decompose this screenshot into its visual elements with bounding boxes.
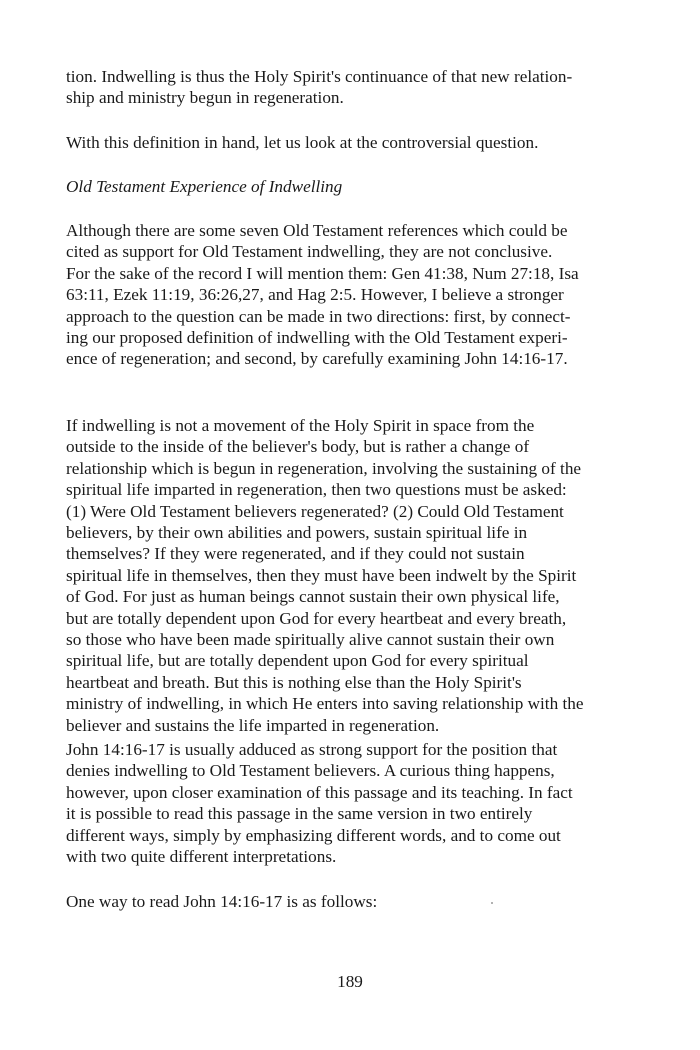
- text-line: of God. For just as human beings cannot sustain their own physical life,: [66, 587, 560, 607]
- paragraph-indwelling-argument: [66, 415, 626, 736]
- paragraph-old-testament-references: [66, 220, 626, 370]
- text-line: tion. Indwelling is thus the Holy Spirit's continuance of that new relation-: [66, 67, 573, 86]
- text-line: For the sake of the record I will mention them: Gen 41:38, Num 27:18, Isa: [66, 263, 579, 283]
- text-line: outside to the inside of the believer's body, but is rather a change of: [66, 437, 530, 457]
- text-line: different ways, simply by emphasizing different words, and to come out: [66, 825, 561, 845]
- text-line: spiritual life in themselves, then they must have been indwelt by the Spirit: [66, 565, 577, 585]
- paragraph-john-14: [66, 739, 626, 867]
- text-line: believers, by their own abilities and powers, sustain spiritual life in: [66, 523, 528, 543]
- text-line: John 14:16-17 is usually adduced as strong support for the position that: [66, 740, 558, 759]
- page-number: 189: [337, 972, 363, 991]
- paragraph-transition: [66, 132, 626, 153]
- text-line: themselves? If they were regenerated, and if they could not sustain: [66, 544, 525, 564]
- text-line: relationship which is begun in regeneration, involving the sustaining of the: [66, 458, 582, 478]
- text-line: If indwelling is not a movement of the Holy Spirit in space from the: [66, 416, 535, 435]
- paragraph-indwelling-continuance: [66, 66, 626, 109]
- text-line: heartbeat and breath. But this is nothing else than the Holy Spirit's: [66, 672, 522, 692]
- text-line: ing our proposed definition of indwelling with the Old Testament experi-: [66, 328, 568, 348]
- text-line: spiritual life imparted in regeneration, then two questions must be asked:: [66, 480, 567, 500]
- text-line: With this definition in hand, let us look at the controversial question.: [66, 133, 539, 152]
- text-line: however, upon closer examination of this passage and its teaching. In fact: [66, 782, 573, 802]
- text-line: it is possible to read this passage in the same version in two entirely: [66, 804, 533, 824]
- text-line: ministry of indwelling, in which He enters into saving relationship with the: [66, 694, 584, 714]
- text-line: but are totally dependent upon God for every heartbeat and every breath,: [66, 608, 567, 628]
- text-line: so those who have been made spiritually alive cannot sustain their own: [66, 630, 555, 650]
- section-heading: [66, 176, 626, 197]
- text-line: believer and sustains the life imparted in regeneration.: [66, 715, 440, 735]
- text-line: cited as support for Old Testament indwelling, they are not conclusive.: [66, 242, 553, 262]
- text-line: ence of regeneration; and second, by carefully examining John 14:16-17.: [66, 349, 568, 369]
- paragraph-one-way: [66, 891, 626, 912]
- scan-speck: [491, 902, 493, 904]
- text-line: with two quite different interpretations.: [66, 847, 337, 867]
- text-line: 63:11, Ezek 11:19, 36:26,27, and Hag 2:5. However, I believe a stronger: [66, 285, 564, 305]
- text-line: spiritual life, but are totally dependent upon God for every spiritual: [66, 651, 529, 671]
- text-line: Although there are some seven Old Testament references which could be: [66, 221, 568, 240]
- section-heading-text: Old Testament Experience of Indwelling: [66, 177, 343, 196]
- text-line: (1) Were Old Testament believers regenerated? (2) Could Old Testament: [66, 501, 564, 521]
- text-line: ship and ministry begun in regeneration.: [66, 88, 344, 108]
- text-line: denies indwelling to Old Testament believers. A curious thing happens,: [66, 761, 555, 781]
- text-line: approach to the question can be made in two directions: first, by connect-: [66, 306, 571, 326]
- text-line: One way to read John 14:16-17 is as follows:: [66, 892, 378, 911]
